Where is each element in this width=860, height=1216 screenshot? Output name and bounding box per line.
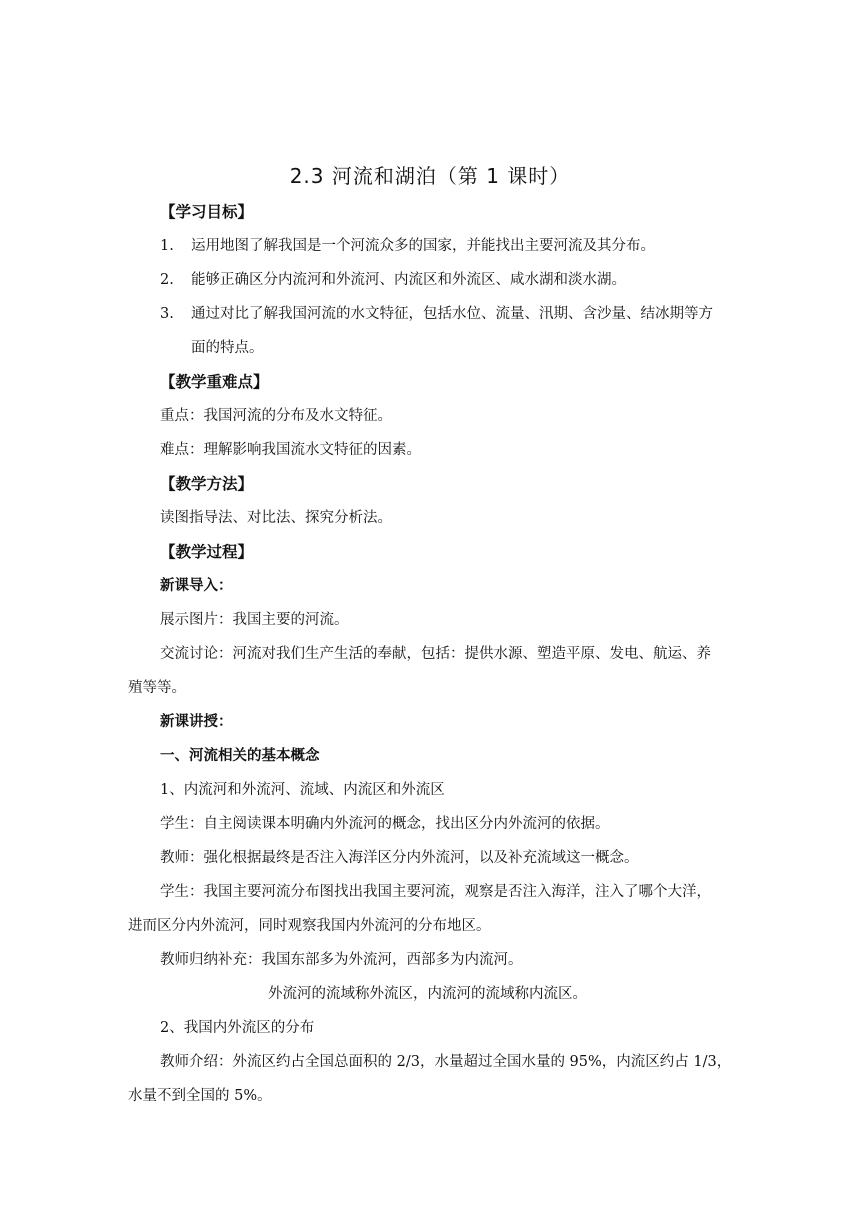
focus-text: 重点：我国河流的分布及水文特征。 — [160, 408, 392, 424]
student-text: 学生：自主阅读课本明确内外流河的概念，找出区分内外流河的依据。 — [160, 816, 610, 832]
methods-text: 读图指导法、对比法、探究分析法。 — [160, 510, 392, 526]
objective-number: 1. — [160, 238, 174, 254]
methods-heading: 【教学方法】 — [160, 475, 254, 493]
objective-text-continued: 面的特点。 — [191, 340, 264, 356]
teacher-text: 教师：强化根据最终是否注入海洋区分内外流河，以及补充流域这一概念。 — [160, 850, 639, 866]
process-heading: 【教学过程】 — [160, 543, 254, 561]
student-text-continued: 进而区分内外流河，同时观察我国内外流河的分布地区。 — [128, 918, 491, 934]
objectives-heading: 【学习目标】 — [160, 203, 254, 221]
objective-number: 3. — [160, 306, 174, 322]
subsection-heading: 2、我国内外流区的分布 — [160, 1020, 315, 1036]
teacher-summary-continued: 外流河的流域称外流区，内流河的流域称内流区。 — [268, 986, 587, 1002]
objective-text: 通过对比了解我国河流的水文特征，包括水位、流量、汛期、含沙量、结冰期等方 — [191, 306, 713, 322]
discussion-text-continued: 殖等等。 — [128, 680, 186, 696]
objective-text: 运用地图了解我国是一个河流众多的国家，并能找出主要河流及其分布。 — [191, 238, 655, 254]
teacher-intro-continued: 水量不到全国的 5%。 — [128, 1088, 272, 1104]
section-heading: 一、河流相关的基本概念 — [160, 748, 320, 764]
key-points-heading: 【教学重难点】 — [160, 373, 269, 391]
objective-text: 能够正确区分内流河和外流河、内流区和外流区、咸水湖和淡水湖。 — [191, 272, 626, 288]
lecture-label: 新课讲授： — [160, 714, 233, 730]
show-image-text: 展示图片：我国主要的河流。 — [160, 612, 349, 628]
page-title: 2.3 河流和湖泊（第 1 课时） — [289, 164, 571, 188]
difficulty-text: 难点：理解影响我国流水文特征的因素。 — [160, 442, 421, 458]
teacher-summary: 教师归纳补充：我国东部多为外流河，西部多为内流河。 — [160, 952, 523, 968]
discussion-text: 交流讨论：河流对我们生产生活的奉献，包括：提供水源、塑造平原、发电、航运、养 — [160, 646, 711, 662]
subsection-heading: 1、内流河和外流河、流域、内流区和外流区 — [160, 782, 445, 798]
student-text: 学生：我国主要河流分布图找出我国主要河流，观察是否注入海洋，注入了哪个大洋， — [160, 884, 711, 900]
intro-label: 新课导入： — [160, 578, 233, 594]
objective-number: 2. — [160, 272, 174, 288]
teacher-intro: 教师介绍：外流区约占全国总面积的 2/3，水量超过全国水量的 95%，内流区约占 1/3， — [160, 1054, 732, 1070]
